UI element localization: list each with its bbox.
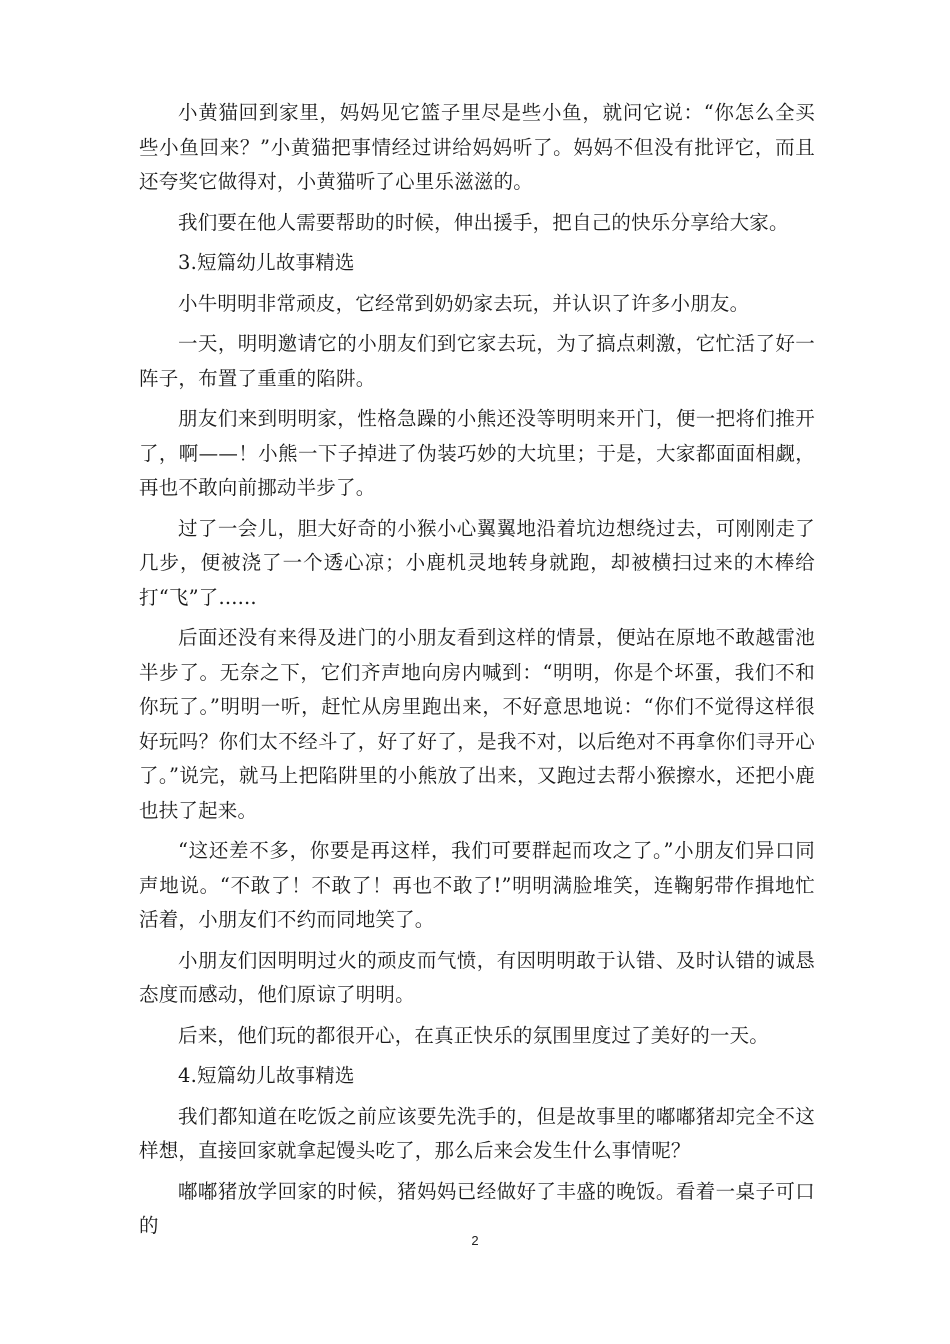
- document-body: [139, 96, 815, 1244]
- paragraph: 后来，他们玩的都很开心，在真正快乐的氛围里度过了美好的一天。: [178, 1023, 770, 1047]
- paragraph: 嘟嘟猪放学回家的时候，猪妈妈已经做好了丰盛的晚饭。看着一桌子可口的: [139, 1179, 815, 1237]
- paragraph: 后面还没有来得及进门的小朋友看到这样的情景，便站在原地不敢越雷池半步了。无奈之下，它们齐声地向房内喊到：“明明，你是个坏蛋，我们不和你玩了。”明明一听，赶忙从房里跑出来，不好意思地说：“你们不觉得这样很好玩吗？你们太不经斗了，好了好了，是我不对，以后绝对不再拿你们寻开心了。”说完，就马上把陷阱里的小熊放了出来，又跑过去帮小猴擦水，还把小鹿也扶了起来。: [139, 626, 815, 822]
- paragraph: “这还差不多，你要是再这样，我们可要群起而攻之了。”小朋友们异口同声地说。“不敢了！不敢了！再也不敢了!”明明满脸堆笑，连鞠躬带作揖地忙活着，小朋友们不约而同地笑了。: [139, 839, 815, 931]
- section-heading: 3.短篇幼儿故事精选: [178, 251, 355, 274]
- paragraph: 一天，明明邀请它的小朋友们到它家去玩，为了搞点刺激，它忙活了好一阵子，布置了重重的陷阱。: [139, 332, 815, 390]
- paragraph: 朋友们来到明明家，性格急躁的小熊还没等明明来开门，便一把将们推开了，啊——！小熊一下子掉进了伪装巧妙的大坑里；于是，大家都面面相觑，再也不敢向前挪动半步了。: [139, 407, 815, 499]
- paragraph: 小朋友们因明明过火的顽皮而气愤，有因明明敢于认错、及时认错的诚恳态度而感动，他们原谅了明明。: [139, 948, 815, 1006]
- paragraph: 我们都知道在吃饭之前应该要先洗手的，但是故事里的嘟嘟猪却完全不这样想，直接回家就拿起馒头吃了，那么后来会发生什么事情呢？: [139, 1104, 815, 1162]
- paragraph: 我们要在他人需要帮助的时候，伸出援手，把自己的快乐分享给大家。: [178, 210, 789, 234]
- paragraph: 过了一会儿，胆大好奇的小猴小心翼翼地沿着坑边想绕过去，可刚刚走了几步，便被浇了一个透心凉；小鹿机灵地转身就跑，却被横扫过来的木棒给打“飞”了......: [139, 516, 815, 609]
- page-number: 2: [471, 1233, 479, 1248]
- paragraph: 小黄猫回到家里，妈妈见它篮子里尽是些小鱼，就问它说：“你怎么全买些小鱼回来？”小黄猫把事情经过讲给妈妈听了。妈妈不但没有批评它，而且还夸奖它做得对，小黄猫听了心里乐滋滋的。: [139, 101, 815, 193]
- paragraph: 小牛明明非常顽皮，它经常到奶奶家去玩，并认识了许多小朋友。: [178, 291, 750, 315]
- section-heading: 4.短篇幼儿故事精选: [178, 1064, 355, 1087]
